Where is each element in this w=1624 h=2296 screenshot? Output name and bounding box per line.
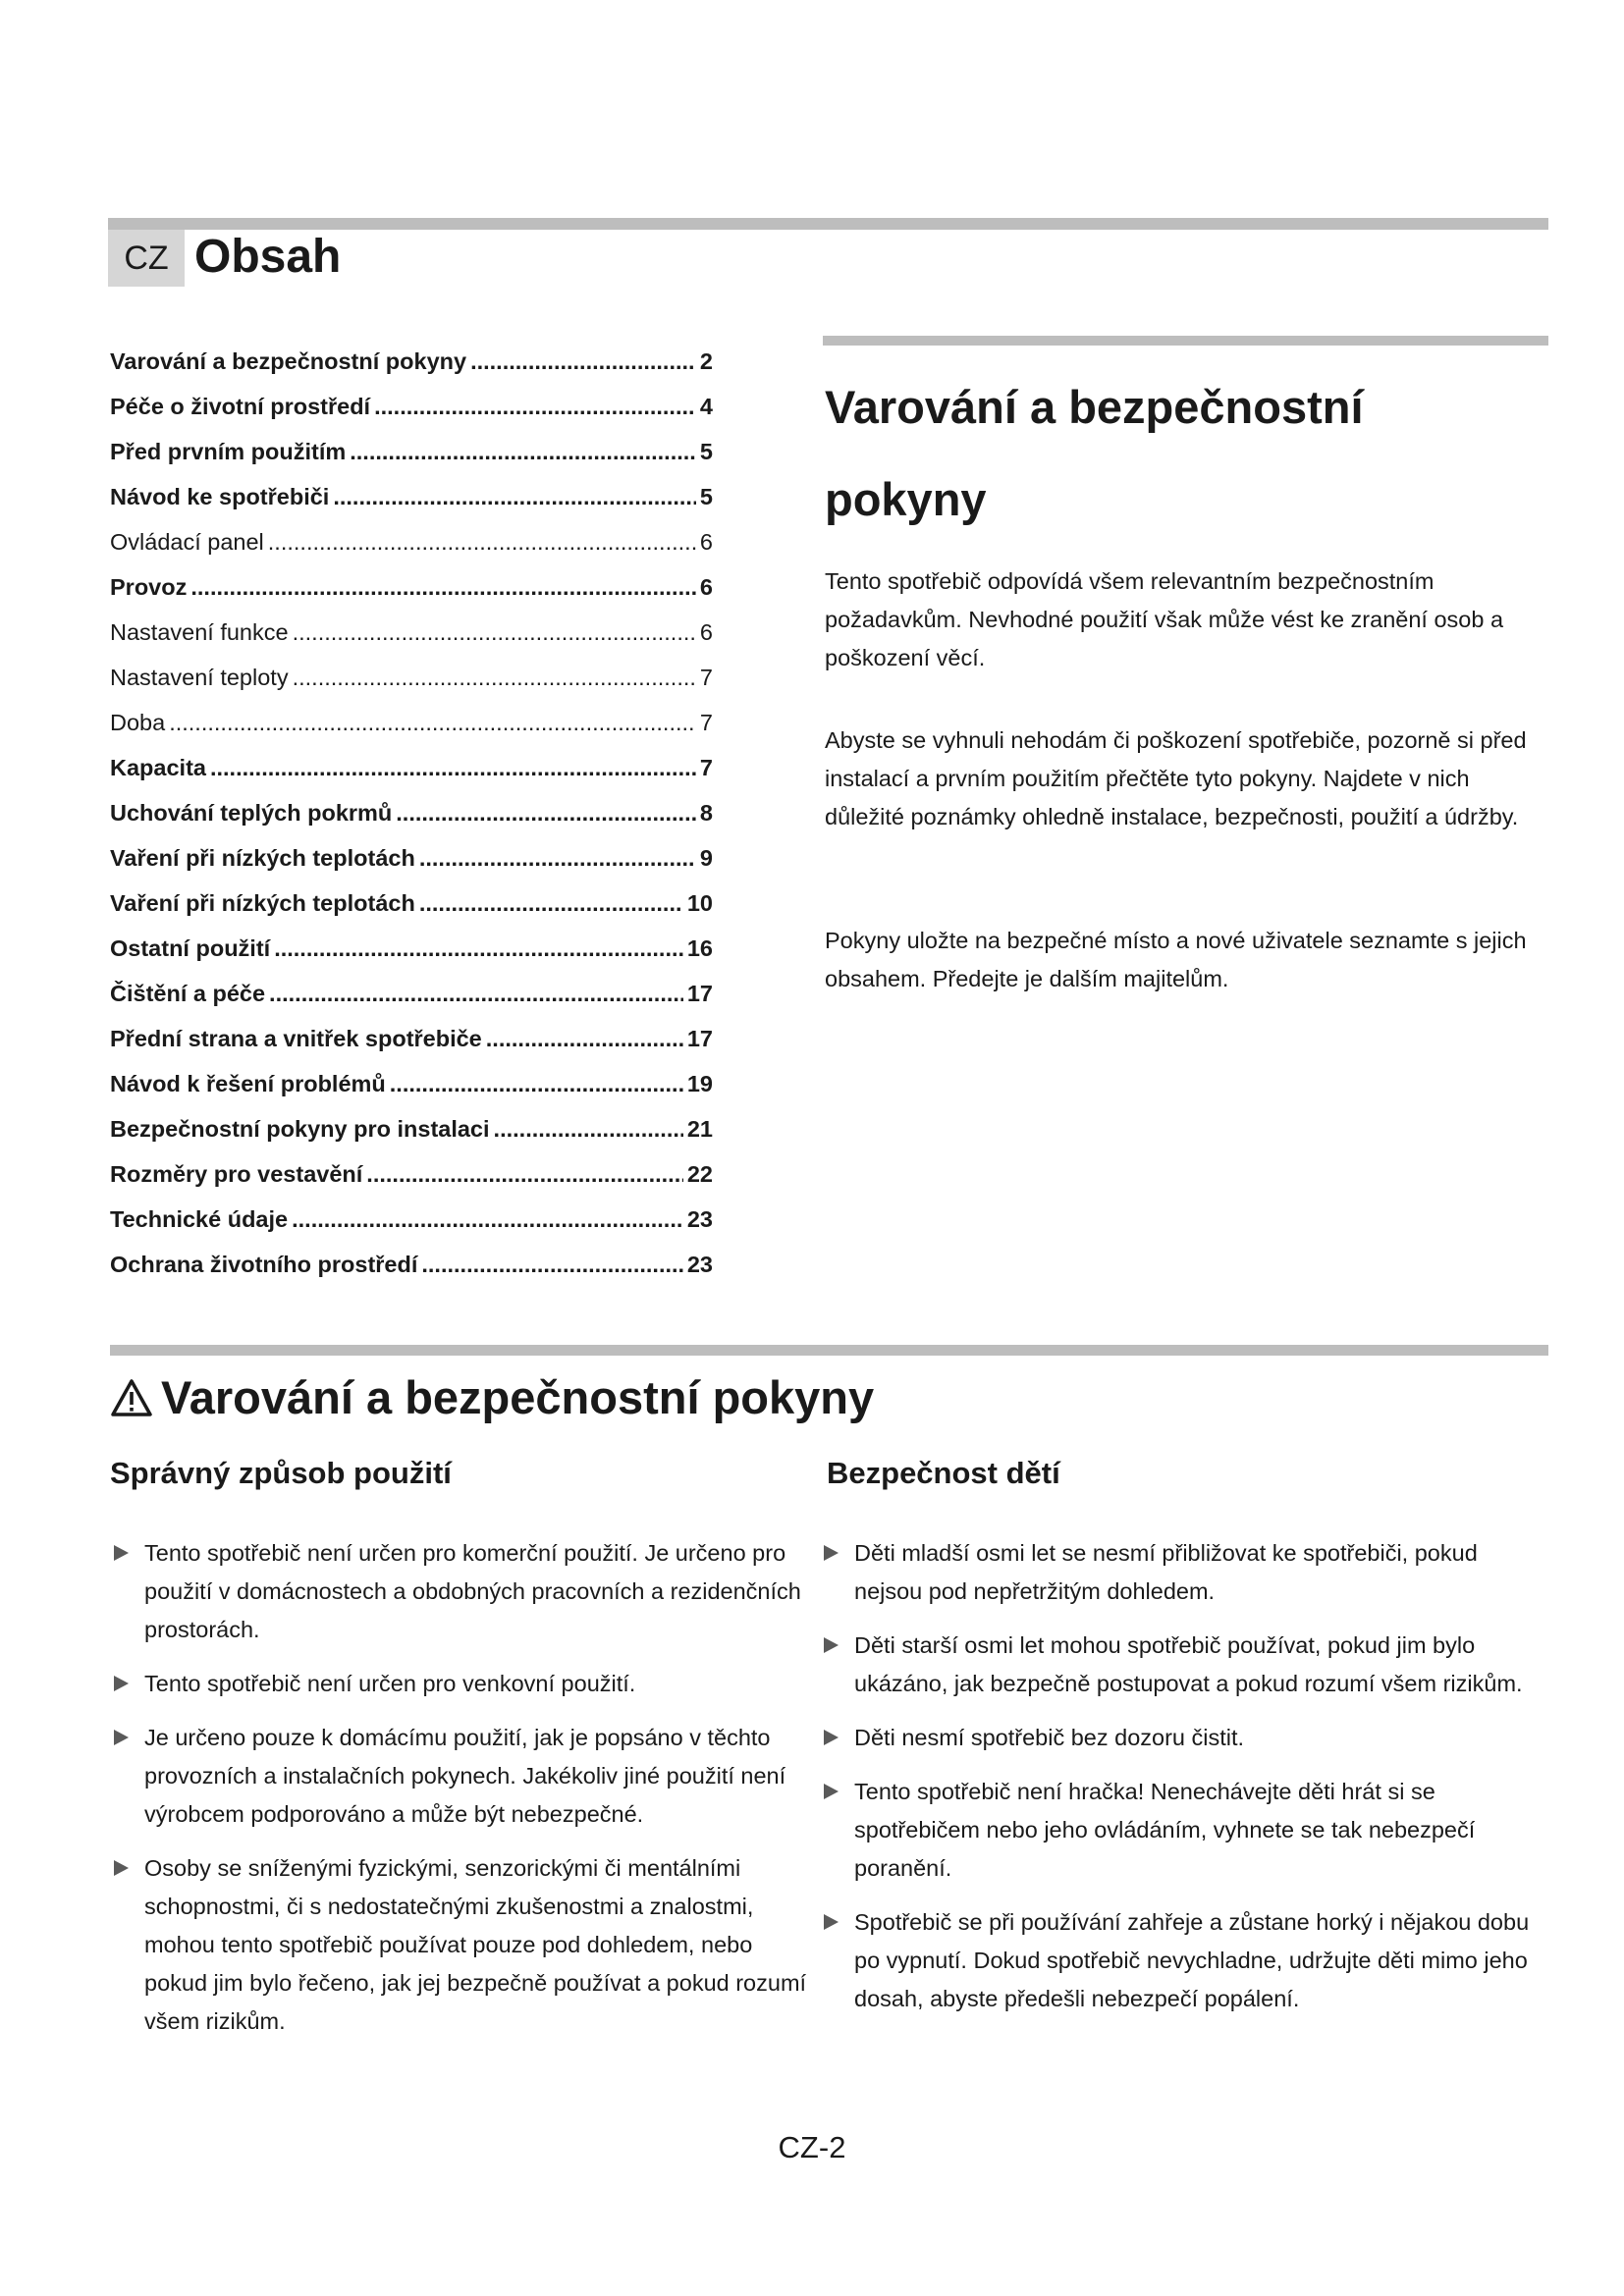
toc-entry[interactable] xyxy=(110,835,713,881)
toc-page: 16 xyxy=(686,935,713,961)
toc-entry[interactable] xyxy=(110,339,713,384)
bullet-text: Tento spotřebič není hračka! Nenechávejte děti hrát si se spotřebičem nebo jeho ovládáním, vyhnete se tak nebezpečí poranění. xyxy=(854,1779,1476,1881)
toc-page: 7 xyxy=(699,710,713,735)
intro-rule xyxy=(823,336,1548,346)
page-title: Obsah xyxy=(194,231,342,283)
toc-entry[interactable] xyxy=(110,474,713,519)
left-bullet-list xyxy=(110,1534,817,2056)
toc-entry[interactable] xyxy=(110,971,713,1016)
bullet-text: Děti starší osmi let mohou spotřebič používat, pokud jim bylo ukázáno, jak bezpečně postupovat a pokud rozumí všem rizikům. xyxy=(854,1632,1523,1696)
bullet-text: Děti mladší osmi let se nesmí přibližovat ke spotřebiči, pokud nejsou pod nepřetržitým dohledem. xyxy=(854,1540,1478,1604)
toc-entry[interactable] xyxy=(110,881,713,926)
toc-page: 10 xyxy=(686,890,713,916)
toc-leader xyxy=(470,339,696,384)
toc-label: Doba xyxy=(110,710,166,735)
toc-label: Varování a bezpečnostní pokyny xyxy=(110,348,467,374)
toc-leader xyxy=(486,1016,683,1061)
toc-page: 6 xyxy=(699,529,713,555)
toc-entry[interactable] xyxy=(110,1197,713,1242)
bullet-arrow-icon xyxy=(824,1730,839,1745)
toc-leader xyxy=(419,881,683,926)
toc-leader xyxy=(190,564,696,610)
bullet-item xyxy=(820,1773,1537,1888)
toc-page: 4 xyxy=(699,394,713,419)
toc-entry[interactable] xyxy=(110,384,713,429)
toc-leader xyxy=(374,384,696,429)
bullet-arrow-icon xyxy=(824,1784,839,1799)
bullet-arrow-icon xyxy=(114,1860,129,1876)
toc-entry[interactable] xyxy=(110,926,713,971)
table-of-contents xyxy=(110,339,713,1287)
bullet-item xyxy=(110,1719,817,1834)
intro-heading xyxy=(825,361,1532,546)
toc-leader xyxy=(274,926,683,971)
intro-paragraph: Tento spotřebič odpovídá všem relevantním bezpečnostním požadavkům. Nevhodné použití však může vést ke zranění osob a poškození věcí. xyxy=(825,568,1504,670)
section-title-text: Varování a bezpečnostní pokyny xyxy=(161,1371,875,1423)
toc-entry[interactable] xyxy=(110,655,713,700)
toc-leader xyxy=(421,1242,682,1287)
warning-icon xyxy=(110,1378,153,1417)
bullet-text: Děti nesmí spotřebič bez dozoru čistit. xyxy=(854,1725,1245,1750)
toc-leader xyxy=(268,519,696,564)
page-number: CZ-2 xyxy=(778,2130,846,2164)
toc-leader xyxy=(269,971,683,1016)
toc-leader xyxy=(350,429,696,474)
toc-label: Ochrana životního prostředí xyxy=(110,1252,418,1277)
intro-paragraph: Pokyny uložte na bezpečné místo a nové uživatele seznamte s jejich obsahem. Předejte je dalším majitelům. xyxy=(825,928,1527,991)
toc-entry[interactable] xyxy=(110,700,713,745)
toc-label: Provoz xyxy=(110,574,188,600)
toc-page: 5 xyxy=(699,439,713,464)
toc-leader xyxy=(169,700,696,745)
toc-entry[interactable] xyxy=(110,1106,713,1151)
toc-entry[interactable] xyxy=(110,790,713,835)
right-subtitle: Bezpečnost dětí xyxy=(827,1456,1060,1490)
toc-entry[interactable] xyxy=(110,429,713,474)
bullet-text: Osoby se sníženými fyzickými, senzorickými či mentálními schopnostmi, či s nedostatečnými zkušenostmi a znalostmi, mohou tento spotřebič používat pouze pod dohledem, nebo pokud jim bylo řečeno, jak jej bezpečně používat a pokud rozumí všem rizikům. xyxy=(144,1855,807,2034)
toc-entry[interactable] xyxy=(110,1061,713,1106)
toc-label: Nastavení funkce xyxy=(110,619,289,645)
toc-page: 21 xyxy=(686,1116,713,1142)
section-rule xyxy=(110,1345,1548,1356)
intro-heading-line2: pokyny xyxy=(825,473,987,525)
toc-label: Péče o životní prostředí xyxy=(110,394,371,419)
toc-entry[interactable] xyxy=(110,745,713,790)
bullet-item xyxy=(110,1849,817,2041)
toc-page: 5 xyxy=(699,484,713,509)
toc-label: Ostatní použití xyxy=(110,935,271,961)
bullet-arrow-icon xyxy=(114,1676,129,1691)
toc-page: 19 xyxy=(686,1071,713,1096)
toc-label: Návod ke spotřebiči xyxy=(110,484,330,509)
toc-label: Návod k řešení problémů xyxy=(110,1071,386,1096)
bullet-arrow-icon xyxy=(824,1545,839,1561)
bullet-text: Spotřebič se při používání zahřeje a zůstane horký i nějakou dobu po vypnutí. Dokud spotřebič nevychladne, udržujte děti mimo jeho dosah, abyste předešli nebezpečí popálení. xyxy=(854,1909,1530,2011)
toc-label: Vaření při nízkých teplotách xyxy=(110,845,415,871)
toc-page: 9 xyxy=(699,845,713,871)
bullet-arrow-icon xyxy=(114,1730,129,1745)
toc-leader xyxy=(396,790,696,835)
bullet-arrow-icon xyxy=(114,1545,129,1561)
toc-label: Nastavení teploty xyxy=(110,665,289,690)
bullet-item xyxy=(820,1719,1537,1757)
toc-label: Vaření při nízkých teplotách xyxy=(110,890,415,916)
toc-page: 7 xyxy=(699,665,713,690)
bullet-arrow-icon xyxy=(824,1914,839,1930)
toc-label: Uchování teplých pokrmů xyxy=(110,800,393,826)
toc-leader xyxy=(292,1197,683,1242)
toc-entry[interactable] xyxy=(110,1242,713,1287)
toc-page: 17 xyxy=(686,1026,713,1051)
toc-leader xyxy=(390,1061,683,1106)
bullet-text: Tento spotřebič není určen pro venkovní použití. xyxy=(144,1671,636,1696)
toc-label: Čištění a péče xyxy=(110,981,266,1006)
toc-page: 23 xyxy=(686,1206,713,1232)
intro-heading-line1: Varování a bezpečnostní xyxy=(825,381,1364,433)
toc-label: Bezpečnostní pokyny pro instalaci xyxy=(110,1116,490,1142)
toc-page: 6 xyxy=(699,574,713,600)
toc-page: 23 xyxy=(686,1252,713,1277)
toc-leader xyxy=(293,610,696,655)
toc-entry[interactable] xyxy=(110,519,713,564)
toc-page: 22 xyxy=(686,1161,713,1187)
toc-leader xyxy=(333,474,696,519)
bullet-text: Je určeno pouze k domácímu použití, jak je popsáno v těchto provozních a instalačních pokynech. Jakékoliv jiné použití není výrobcem podporováno a může být nebezpečné. xyxy=(144,1725,786,1827)
toc-page: 17 xyxy=(686,981,713,1006)
toc-label: Technické údaje xyxy=(110,1206,289,1232)
toc-page: 2 xyxy=(699,348,713,374)
toc-label: Kapacita xyxy=(110,755,206,780)
right-bullet-list xyxy=(820,1534,1537,2034)
toc-label: Před prvním použitím xyxy=(110,439,347,464)
toc-leader xyxy=(366,1151,683,1197)
toc-entry[interactable] xyxy=(110,564,713,610)
left-subtitle: Správný způsob použití xyxy=(110,1456,452,1490)
bullet-item xyxy=(820,1627,1537,1703)
bullet-arrow-icon xyxy=(824,1637,839,1653)
toc-page: 6 xyxy=(699,619,713,645)
bullet-item xyxy=(110,1665,817,1703)
intro-paragraph: Abyste se vyhnuli nehodám či poškození spotřebiče, pozorně si před instalací a prvním použitím přečtěte tyto pokyny. Najdete v nich důležité poznámky ohledně instalace, bezpečnosti, použití a údržby. xyxy=(825,727,1527,829)
bullet-item xyxy=(820,1534,1537,1611)
toc-leader xyxy=(210,745,696,790)
toc-label: Ovládací panel xyxy=(110,529,264,555)
bullet-item xyxy=(110,1534,817,1649)
toc-leader xyxy=(419,835,696,881)
toc-page: 7 xyxy=(699,755,713,780)
language-tag: CZ xyxy=(108,230,185,287)
bullet-item xyxy=(820,1903,1537,2018)
toc-label: Přední strana a vnitřek spotřebiče xyxy=(110,1026,482,1051)
section-title xyxy=(110,1362,874,1433)
toc-leader xyxy=(494,1106,683,1151)
toc-page: 8 xyxy=(699,800,713,826)
toc-leader xyxy=(293,655,696,700)
toc-label: Rozměry pro vestavění xyxy=(110,1161,363,1187)
bullet-text: Tento spotřebič není určen pro komerční použití. Je určeno pro použití v domácnostech a obdobných pracovních a rezidenčních prostorách. xyxy=(144,1540,801,1642)
toc-entry[interactable] xyxy=(110,610,713,655)
toc-entry[interactable] xyxy=(110,1016,713,1061)
toc-entry[interactable] xyxy=(110,1151,713,1197)
